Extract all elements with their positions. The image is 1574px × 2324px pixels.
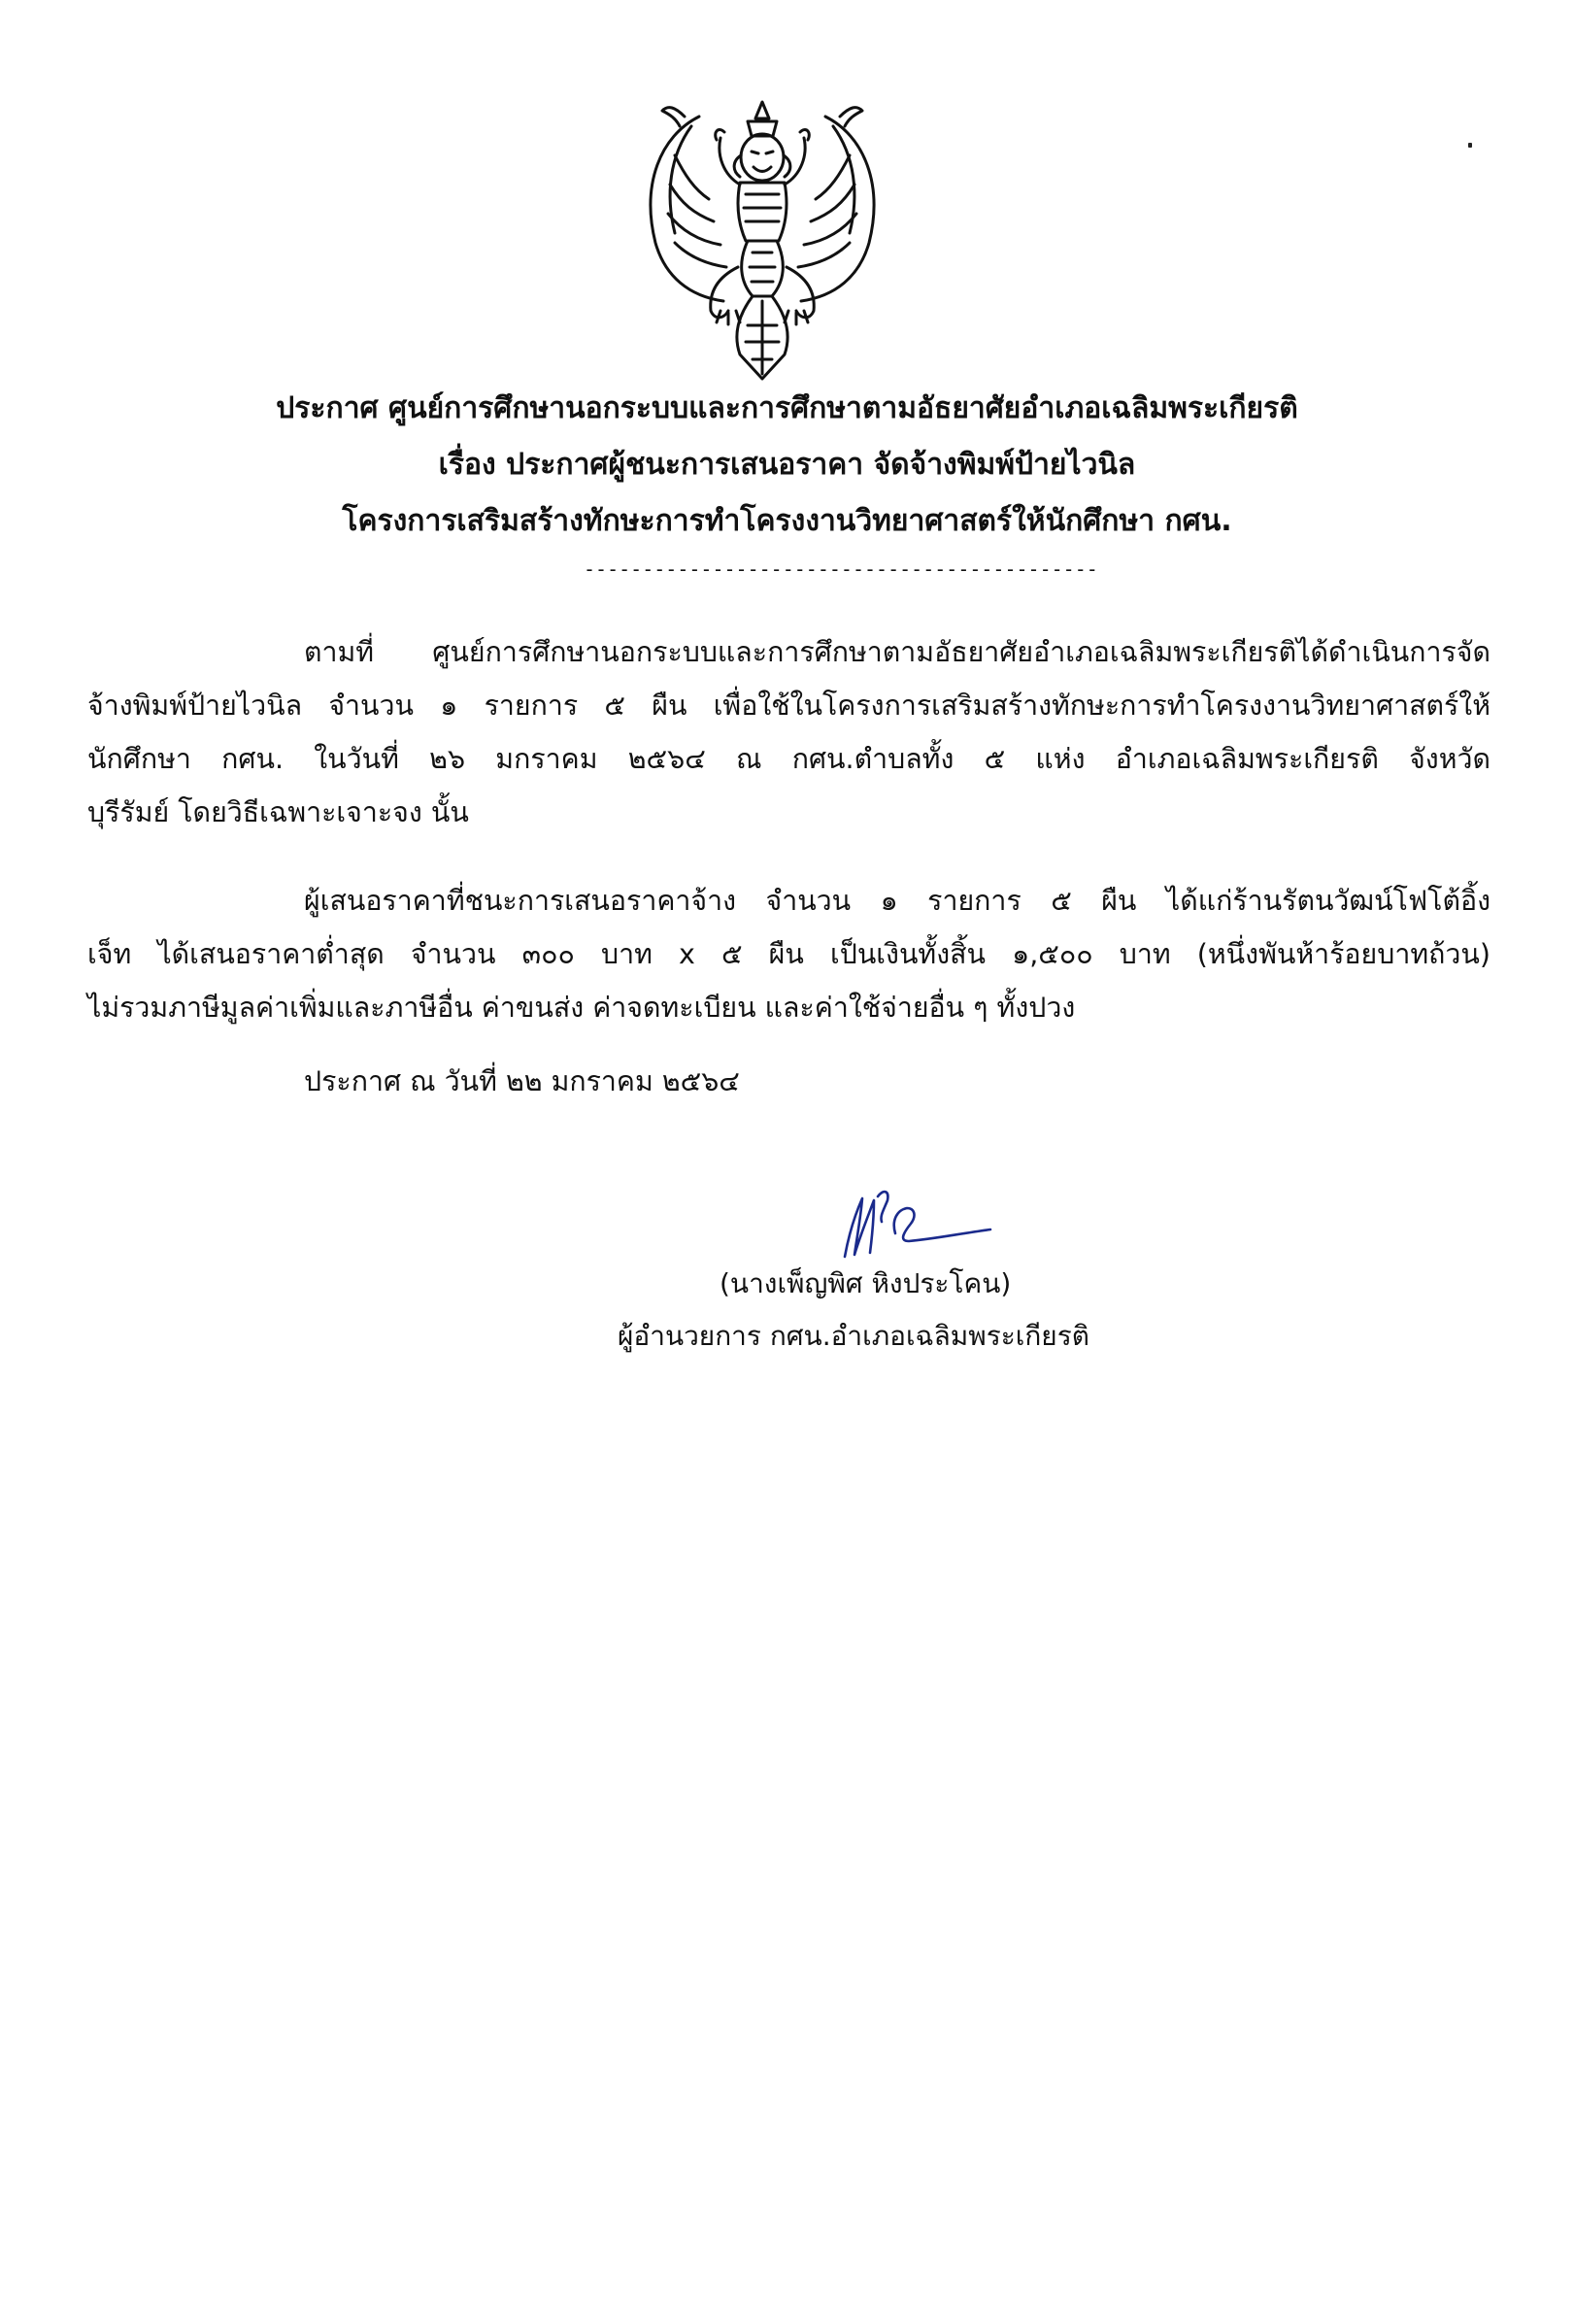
paragraph-2-line-1: ผู้เสนอราคาที่ชนะการเสนอราคาจ้าง จำนวน ๑ รายการ ๕ ผืน ได้แก่ร้านรัตนวัฒน์โฟโต้อิ้ง [304,885,1490,917]
announcement-title [146,381,1428,550]
paragraph-1-line-2: จ้างพิมพ์ป้ายไวนิล จำนวน ๑ รายการ ๕ ผืน เพื่อใช้ในโครงการเสริมสร้างทักษะการทำโครงงานวิทยาศาสตร์ให้ [87,690,1490,722]
title-separator: -------------------------------------------- [584,557,1098,581]
paragraph-1-line-1: ตามที่ ศูนย์การศึกษานอกระบบและการศึกษาตามอัธยาศัยอำเภอเฉลิมพระเกียรติได้ดำเนินการจัด [304,636,1490,668]
announce-date: ประกาศ ณ วันที่ ๒๒ มกราคม ๒๕๖๔ [304,1065,740,1097]
title-line-2: เรื่อง ประกาศผู้ชนะการเสนอราคา จัดจ้างพิมพ์ป้ายไวนิล [438,448,1136,482]
title-line-1: ประกาศ ศูนย์การศึกษานอกระบบและการศึกษาตามอัธยาศัยอำเภอเฉลิมพระเกียรติ [276,391,1298,425]
paragraph-2-line-3: ไม่รวมภาษีมูลค่าเพิ่มและภาษีอื่น ค่าขนส่ง ค่าจดทะเบียน และค่าใช้จ่ายอื่น ๆ ทั้งปวง [87,992,1076,1024]
paragraph-2 [87,874,1490,1034]
paragraph-1-line-3: นักศึกษา กศน. ในวันที่ ๒๖ มกราคม ๒๕๖๔ ณ กศน.ตำบลทั้ง ๕ แห่ง อำเภอเฉลิมพระเกียรติ จังหวัด [87,743,1490,775]
scan-speck [1468,143,1472,148]
paragraph-1-line-4: บุรีรัมย์ โดยวิธีเฉพาะเจาะจง นั้น [87,796,469,828]
garuda-emblem-icon [631,97,893,388]
signatory-name: (นางเพ็ญพิศ หิงประโคน) [720,1267,1012,1299]
signatory-position: ผู้อำนวยการ กศน.อำเภอเฉลิมพระเกียรติ [618,1320,1089,1352]
title-line-3: โครงการเสริมสร้างทักษะการทำโครงงานวิทยาศาสตร์ให้นักศึกษา กศน. [342,504,1232,538]
paragraph-1 [87,625,1490,839]
handwritten-signature [835,1177,1000,1264]
paragraph-2-line-2: เจ็ท ได้เสนอราคาต่ำสุด จำนวน ๓๐๐ บาท x ๕ ผืน เป็นเงินทั้งสิ้น ๑,๕๐๐ บาท (หนึ่งพันห้าร้อยบาทถ้วน) [87,938,1490,970]
